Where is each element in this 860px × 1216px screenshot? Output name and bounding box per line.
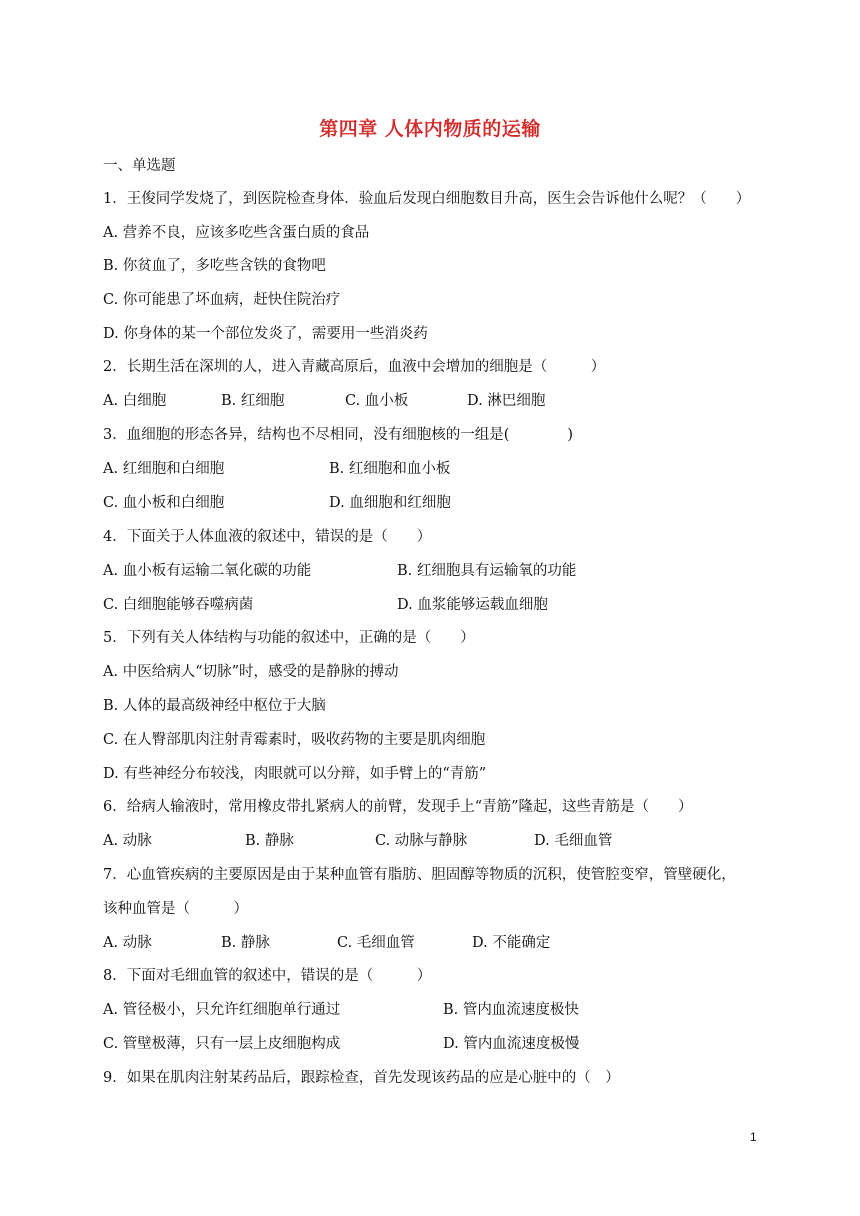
question-6-option-d: D. 毛细血管 <box>534 833 613 849</box>
question-3-options-row-1 <box>103 459 783 479</box>
question-4-option-d: D. 血浆能够运载血细胞 <box>397 597 548 613</box>
question-6-option-a: A. 动脉 <box>103 833 152 849</box>
question-3-option-c: C. 血小板和白细胞 <box>103 495 225 511</box>
question-8-option-c: C. 管壁极薄，只有一层上皮细胞构成 <box>103 1036 341 1052</box>
question-8-option-b: B. 管内血流速度极快 <box>443 1002 579 1018</box>
question-5-option-c: C. 在人臀部肌肉注射青霉素时，吸收药物的主要是肌肉细胞 <box>103 732 486 748</box>
question-3-stem: 3．血细胞的形态各异，结构也不尽相同，没有细胞核的一组是( ) <box>103 427 574 443</box>
question-1-option-b: B. 你贫血了，多吃些含铁的食物吧 <box>103 258 326 274</box>
question-7-option-c: C. 毛细血管 <box>337 935 415 951</box>
question-4-options-row-2 <box>103 595 783 615</box>
question-4-stem: 4．下面关于人体血液的叙述中，错误的是（ ） <box>103 529 432 545</box>
question-7-stem: 7．心血管疾病的主要原因是由于某种血管有脂肪、胆固醇等物质的沉积，使管腔变窄，管壁硬化， <box>103 867 736 883</box>
question-7-option-d: D. 不能确定 <box>472 935 551 951</box>
question-4-option-b: B. 红细胞具有运输氧的功能 <box>397 563 577 579</box>
question-2-options <box>103 391 783 411</box>
question-8-options-row-1 <box>103 1000 783 1020</box>
question-2-option-d: D. 淋巴细胞 <box>467 393 546 409</box>
question-8-stem: 8．下面对毛细血管的叙述中，错误的是（ ） <box>103 968 432 984</box>
question-7-option-b: B. 静脉 <box>221 935 270 951</box>
question-3-option-a: A. 红细胞和白细胞 <box>103 461 225 477</box>
question-5-option-a: A. 中医给病人“切脉”时，感受的是静脉的搏动 <box>103 664 399 680</box>
question-2-option-c: C. 血小板 <box>345 393 409 409</box>
question-7-option-a: A. 动脉 <box>103 935 152 951</box>
question-3-options-row-2 <box>103 493 783 513</box>
page-number: 1 <box>750 1130 757 1144</box>
question-9-stem: 9．如果在肌肉注射某药品后，跟踪检查，首先发现该药品的应是心脏中的（ ） <box>103 1070 620 1086</box>
question-2-stem: 2．长期生活在深圳的人，进入青藏高原后，血液中会增加的细胞是（ ） <box>103 359 606 375</box>
question-6-options <box>103 831 783 851</box>
question-6-option-c: C. 动脉与静脉 <box>375 833 468 849</box>
question-2-option-a: A. 白细胞 <box>103 393 167 409</box>
question-4-option-c: C. 白细胞能够吞噬病菌 <box>103 597 254 613</box>
section-heading: 一、单选题 <box>103 158 176 174</box>
question-8-option-a: A. 管径极小，只允许红细胞单行通过 <box>103 1002 341 1018</box>
question-6-stem: 6．给病人输液时，常用橡皮带扎紧病人的前臂，发现手上“青筋”隆起，这些青筋是（ ） <box>103 799 693 815</box>
question-1-option-a: A. 营养不良，应该多吃些含蛋白质的食品 <box>103 225 370 241</box>
question-5-stem: 5．下列有关人体结构与功能的叙述中，正确的是（ ） <box>103 630 475 646</box>
question-5-option-d: D. 有些神经分布较浅，肉眼就可以分辩，如手臂上的“青筋” <box>103 766 487 782</box>
question-4-options-row-1 <box>103 561 783 581</box>
question-8-option-d: D. 管内血流速度极慢 <box>443 1036 580 1052</box>
question-7-stem-continued: 该种血管是（ ） <box>103 901 248 917</box>
question-3-option-d: D. 血细胞和红细胞 <box>329 495 451 511</box>
question-1-option-d: D. 你身体的某一个部位发炎了，需要用一些消炎药 <box>103 326 428 342</box>
question-1-option-c: C. 你可能患了坏血病，赶快住院治疗 <box>103 292 341 308</box>
question-8-options-row-2 <box>103 1034 783 1054</box>
question-6-option-b: B. 静脉 <box>245 833 294 849</box>
question-5-option-b: B. 人体的最高级神经中枢位于大脑 <box>103 698 326 714</box>
question-2-option-b: B. 红细胞 <box>221 393 285 409</box>
question-3-option-b: B. 红细胞和血小板 <box>329 461 451 477</box>
page-title: 第四章 人体内物质的运输 <box>319 118 541 140</box>
question-7-options <box>103 933 783 953</box>
question-4-option-a: A. 血小板有运输二氧化碳的功能 <box>103 563 312 579</box>
question-1-stem: 1．王俊同学发烧了，到医院检查身体．验血后发现白细胞数目升高，医生会告诉他什么呢？（ ） <box>103 191 751 207</box>
